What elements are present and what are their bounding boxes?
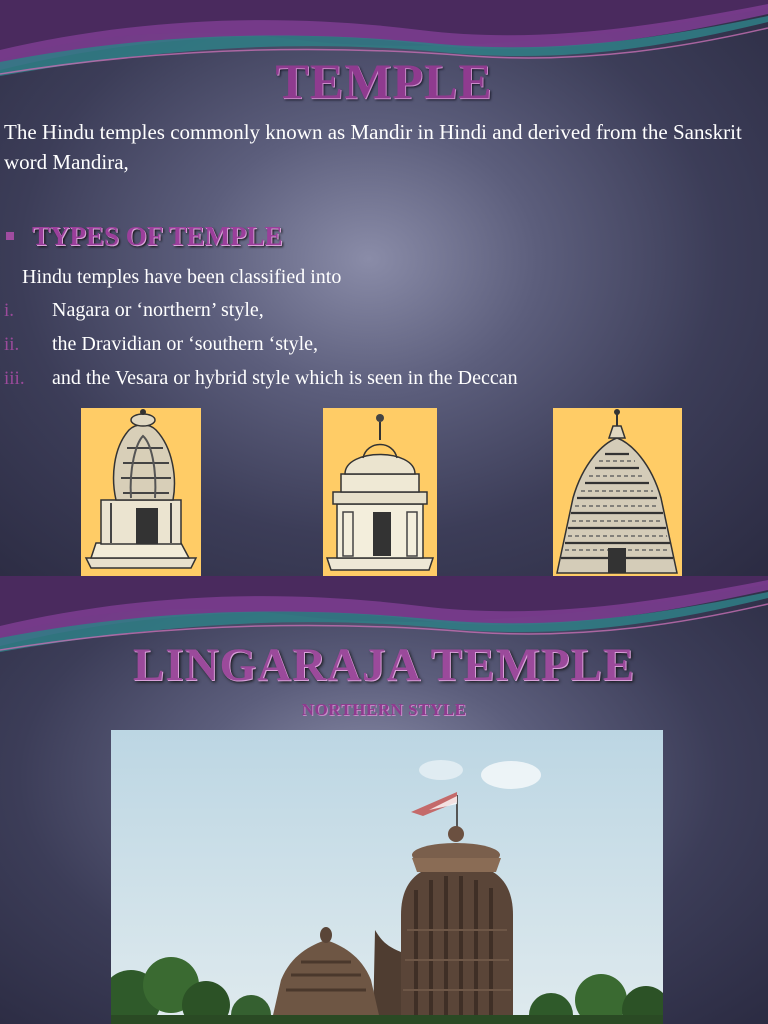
list-item <box>4 299 518 333</box>
list-number: iii. <box>4 368 25 389</box>
types-heading <box>6 221 283 252</box>
slide-title: TEMPLE <box>275 53 493 109</box>
square-bullet-icon <box>6 232 14 240</box>
types-heading-label: TYPES OF TEMPLE <box>32 221 283 251</box>
temple-style-list <box>4 299 518 401</box>
nagara-temple-illustration-icon <box>81 408 201 576</box>
vesara-temple-illustration-icon <box>553 408 682 576</box>
list-text: Nagara or ‘northern’ style, <box>52 299 264 321</box>
slide-subtitle: NORTHERN STYLE <box>301 700 467 719</box>
list-number: ii. <box>4 334 20 355</box>
slide-title: LINGARAJA TEMPLE <box>132 639 636 691</box>
dravidian-temple-image <box>323 408 437 576</box>
list-item <box>4 367 518 401</box>
list-text: and the Vesara or hybrid style which is seen in the Deccan <box>52 367 518 389</box>
temple-photo-icon <box>111 730 663 1024</box>
classified-text: Hindu temples have been classified into <box>22 266 342 288</box>
intro-text: The Hindu temples commonly known as Mandir in Hindi and derived from the Sanskrit word Mandira, <box>4 120 742 174</box>
dravidian-temple-illustration-icon <box>323 408 437 576</box>
lingaraja-temple-photo <box>111 730 663 1024</box>
list-text: the Dravidian or ‘southern ‘style, <box>52 333 319 355</box>
list-item <box>4 333 518 367</box>
vesara-temple-image <box>553 408 682 576</box>
nagara-temple-image <box>81 408 201 576</box>
list-number: i. <box>4 300 15 321</box>
